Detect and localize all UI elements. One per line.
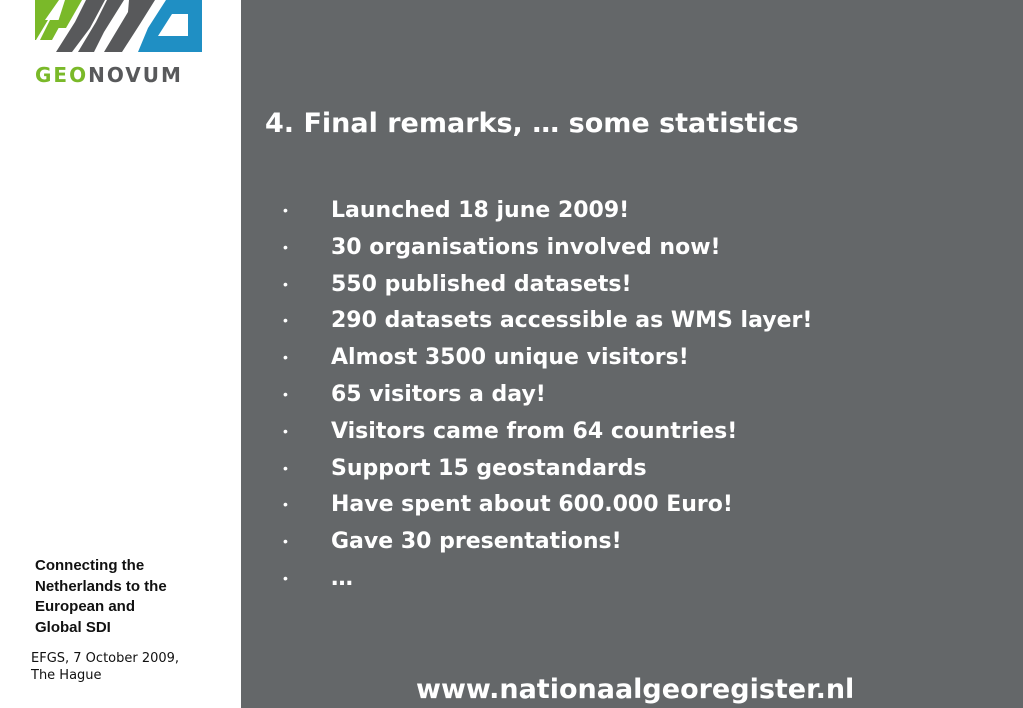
list-item-text: Have spent about 600.000 Euro! [331,492,733,518]
list-item-text: Launched 18 june 2009! [331,198,630,223]
tagline-line: Netherlands to the [35,577,167,595]
website-url[interactable]: www.nationaalgeoregister.nl [416,674,855,705]
tagline-line: European and [35,598,136,615]
list-item-text: 290 datasets accessible as WMS layer! [331,308,813,334]
bullet-icon: • [283,312,288,329]
sidebar [0,0,241,708]
bullet-icon: • [283,202,288,218]
wordmark-geo: GEO [35,63,89,87]
event-line: EFGS, 7 October 2009, [31,651,180,666]
bullet-icon: • [283,349,288,366]
bullet-icon: • [283,238,288,255]
list-item-text: Visitors came from 64 countries! [331,418,738,444]
list-item-text: Almost 3500 unique visitors! [331,345,689,371]
list-item-text: Gave 30 presentations! [331,529,622,555]
list-item-text: 65 visitors a day! [331,381,546,407]
list-item-text: Support 15 geostandards [331,455,647,481]
wordmark-novum: NOVUM [88,63,183,87]
tagline-line: Connecting the [35,557,145,574]
event-line: The Hague [31,668,102,683]
event-info [31,650,231,684]
list-item-text: … [331,565,353,591]
bullet-icon: • [283,569,288,586]
bullet-icon: • [283,275,288,292]
bullet-icon: • [283,422,288,439]
content-panel [241,0,1023,708]
bullet-icon: • [283,385,288,402]
bullet-icon: • [283,533,288,550]
list-item-text: 30 organisations involved now! [331,234,721,260]
bullet-icon: • [283,459,288,476]
tagline-line: Global SDI [35,618,111,636]
geonovum-wordmark [35,63,183,87]
list-item-text: 550 published datasets! [331,271,632,297]
slide-title: 4. Final remarks, … some statistics [265,108,799,139]
tagline [35,556,225,638]
bullet-icon: • [283,496,288,513]
